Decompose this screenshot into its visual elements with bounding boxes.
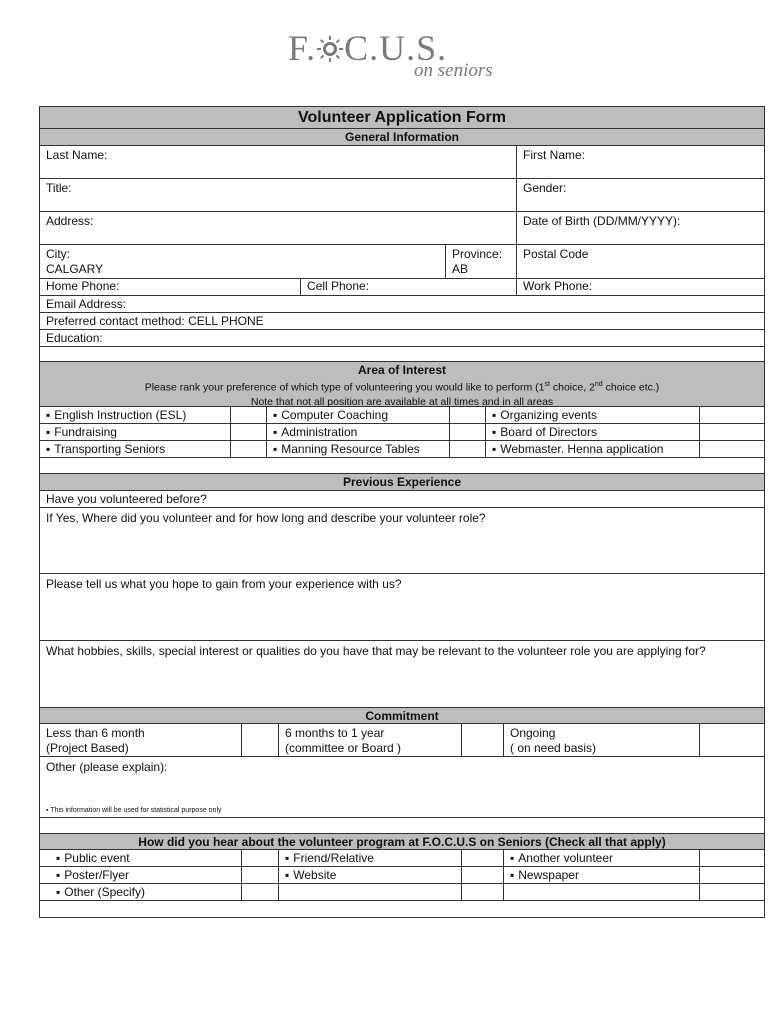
commitment-check-box[interactable] xyxy=(241,724,278,756)
commitment-check-box[interactable] xyxy=(699,724,764,756)
commitment-option: Ongoing ( on need basis) xyxy=(503,724,699,756)
hear-check-box[interactable] xyxy=(241,884,278,900)
interest-row xyxy=(40,441,764,458)
education-field[interactable]: Education: xyxy=(40,330,764,347)
hear-option: ▪ Friend/Relative xyxy=(278,850,461,866)
phone-row xyxy=(40,279,764,296)
interest-note-2: Note that not all position are available at all times and in all areas xyxy=(250,395,554,408)
commitment-row xyxy=(40,724,764,757)
spacer-row xyxy=(40,458,764,474)
gender-field[interactable]: Gender: xyxy=(516,179,764,211)
other-commitment-field[interactable]: Other (please explain): ▪ This information will be used for statistical purpose only xyxy=(40,757,764,818)
title-field[interactable]: Title: xyxy=(46,181,72,195)
hear-check-box[interactable] xyxy=(461,884,503,900)
hear-check-box[interactable] xyxy=(241,850,278,866)
rank-box[interactable] xyxy=(230,441,266,457)
hear-about-header: How did you hear about the volunteer program at F.O.C.U.S on Seniors (Check all that apply) xyxy=(40,834,764,850)
hear-row xyxy=(40,884,764,901)
address-field[interactable]: Address: xyxy=(46,214,94,228)
hear-option: ▪ Website xyxy=(278,867,461,883)
hear-row xyxy=(40,850,764,867)
hear-option xyxy=(503,884,699,900)
rank-box[interactable] xyxy=(699,424,764,440)
interest-option: ▪ Webmaster. Henna application xyxy=(485,441,699,457)
rank-box[interactable] xyxy=(449,407,485,423)
city-row xyxy=(40,245,764,279)
logo-wordmark: F. C.U.S. xyxy=(288,28,448,68)
form-title: Volunteer Application Form xyxy=(40,107,764,129)
interest-option: ▪ Administration xyxy=(266,424,449,440)
hear-check-box[interactable] xyxy=(461,850,503,866)
rank-box[interactable] xyxy=(699,407,764,423)
volunteered-before-field[interactable]: Have you volunteered before? xyxy=(40,491,764,508)
interest-option: ▪ Board of Directors xyxy=(485,424,699,440)
hear-check-box[interactable] xyxy=(699,867,764,883)
interest-row xyxy=(40,407,764,424)
hear-option: ▪ Poster/Flyer xyxy=(56,868,129,882)
commitment-header: Commitment xyxy=(40,708,764,724)
title-row xyxy=(40,179,764,212)
hear-check-box[interactable] xyxy=(241,867,278,883)
first-name-field[interactable]: First Name: xyxy=(516,146,764,178)
hear-check-box[interactable] xyxy=(699,884,764,900)
interest-option: ▪ Transporting Seniors xyxy=(46,442,166,456)
home-phone-field[interactable]: Home Phone: xyxy=(46,279,120,293)
hear-option: ▪ Newspaper xyxy=(503,867,699,883)
hear-option: ▪ Other (Specify) xyxy=(56,885,145,899)
commitment-option: 6 months to 1 year (committee or Board ) xyxy=(278,724,461,756)
interest-note-1: Please rank your preference of which type of volunteering you would like to perform (1st choice, 2nd choice etc.) xyxy=(144,381,660,394)
interest-option: ▪ Organizing events xyxy=(485,407,699,423)
hope-to-gain-field[interactable]: Please tell us what you hope to gain from your experience with us? xyxy=(40,574,764,641)
commitment-option: Less than 6 month (Project Based) xyxy=(46,726,145,755)
interest-row xyxy=(40,424,764,441)
hobbies-skills-field[interactable]: What hobbies, skills, special interest or qualities do you have that may be relevant to the volunteer role you are applying for? xyxy=(40,641,764,708)
cell-phone-field[interactable]: Cell Phone: xyxy=(300,279,516,295)
last-name-field[interactable]: Last Name: xyxy=(46,148,108,162)
interest-option: ▪ Computer Coaching xyxy=(266,407,449,423)
hear-check-box[interactable] xyxy=(461,867,503,883)
email-field[interactable]: Email Address: xyxy=(40,296,764,313)
dob-field[interactable]: Date of Birth (DD/MM/YYYY): xyxy=(516,212,764,244)
postal-code-field[interactable]: Postal Code xyxy=(516,245,764,278)
hear-option: ▪ Public event xyxy=(56,851,130,865)
address-row xyxy=(40,212,764,245)
city-field[interactable]: City: CALGARY xyxy=(46,247,104,276)
focus-logo xyxy=(288,28,528,82)
rank-box[interactable] xyxy=(230,407,266,423)
name-row xyxy=(40,146,764,179)
province-field[interactable]: Province: AB xyxy=(445,245,516,278)
interest-header: Area of Interest Please rank your preference of which type of volunteering you would like to perform (1st choice, 2nd choice etc.) Note that not all position are available at all times and in all areas xyxy=(40,362,764,407)
commitment-check-box[interactable] xyxy=(461,724,503,756)
spacer-row xyxy=(40,901,764,917)
volunteer-form xyxy=(39,106,765,918)
spacer-row xyxy=(40,347,764,362)
general-info-header: General Information xyxy=(40,129,764,146)
hear-option xyxy=(278,884,461,900)
rank-box[interactable] xyxy=(230,424,266,440)
interest-option: ▪ English Instruction (ESL) xyxy=(46,408,187,422)
spacer-row xyxy=(40,818,764,834)
rank-box[interactable] xyxy=(449,441,485,457)
rank-box[interactable] xyxy=(449,424,485,440)
interest-option: ▪ Fundraising xyxy=(46,425,117,439)
contact-method-field[interactable]: Preferred contact method: CELL PHONE xyxy=(40,313,764,330)
sun-icon xyxy=(316,35,344,63)
work-phone-field[interactable]: Work Phone: xyxy=(516,279,764,295)
statistical-footnote: ▪ This information will be used for statistical purpose only xyxy=(46,807,222,814)
rank-box[interactable] xyxy=(699,441,764,457)
experience-header: Previous Experience xyxy=(40,474,764,491)
interest-option: ▪ Manning Resource Tables xyxy=(266,441,449,457)
hear-option: ▪ Another volunteer xyxy=(503,850,699,866)
hear-check-box[interactable] xyxy=(699,850,764,866)
logo-tagline: on seniors xyxy=(414,60,493,81)
previous-role-field[interactable]: If Yes, Where did you volunteer and for how long and describe your volunteer role? xyxy=(40,508,764,574)
hear-row xyxy=(40,867,764,884)
